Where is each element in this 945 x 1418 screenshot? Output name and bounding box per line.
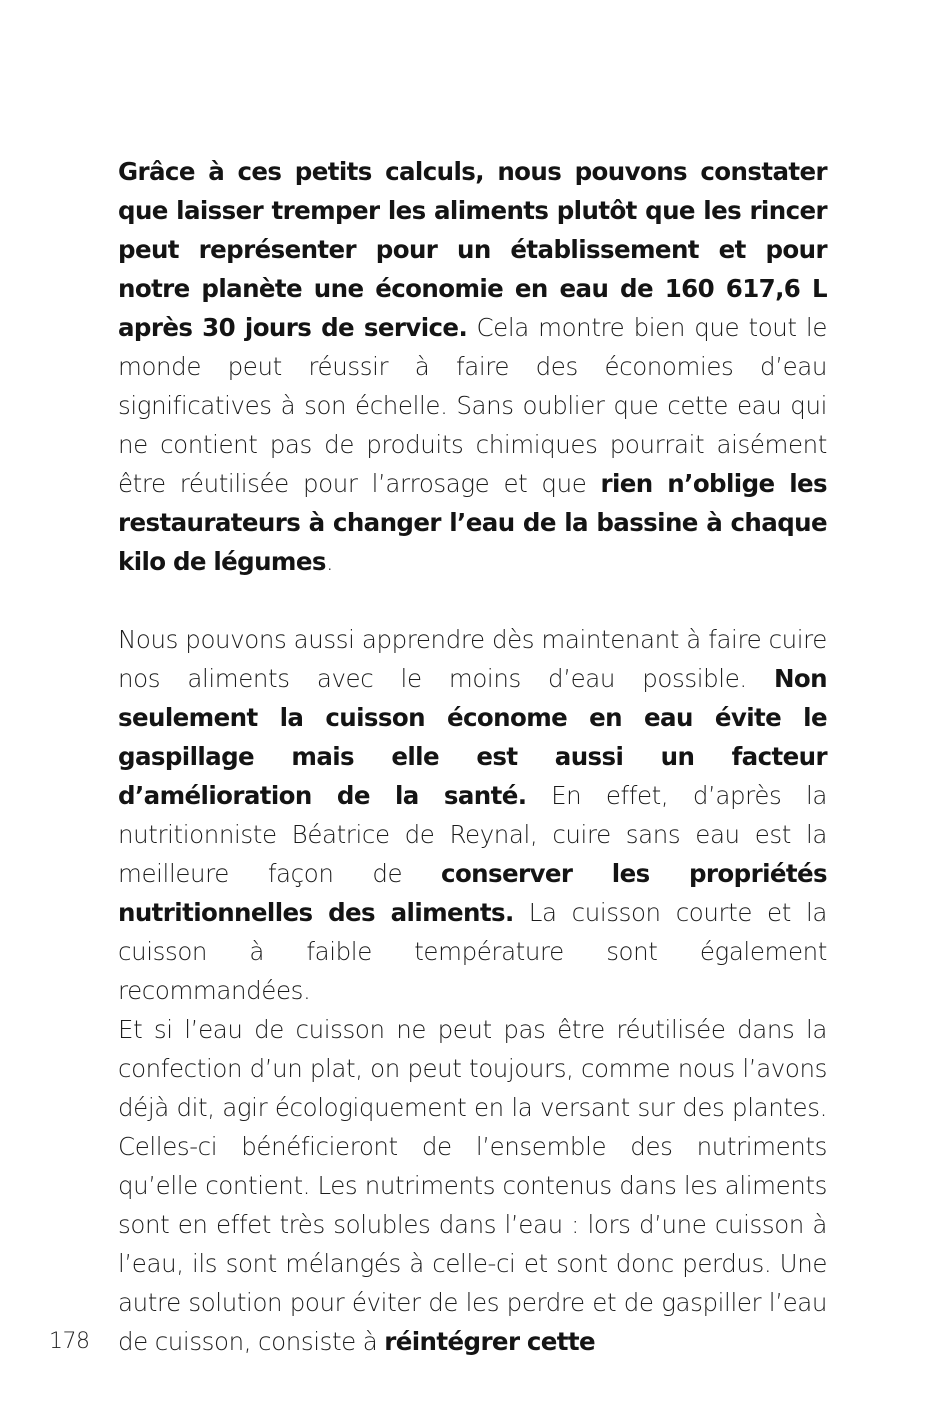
paragraph-3: [118, 1010, 827, 1361]
body-text: Cela montre bien que tout le monde peut réussir à faire des économies d’eau significatives à son échelle. Sans oublier que cette eau qui ne contient pas de produits chimiques pourrait aisément être réutilisée pour l’arrosage et que: [118, 313, 827, 498]
paragraph-2: [118, 620, 827, 1010]
page-number: 178: [49, 1329, 90, 1354]
bold-text: réintégrer cette: [384, 1327, 596, 1356]
bold-text: conserver les propriétés nutritionnelles des aliments.: [118, 859, 827, 927]
body-text: Nous pouvons aussi apprendre dès maintenant à faire cuire nos aliments avec le moins d’eau possible.: [118, 625, 827, 693]
body-text: .: [325, 547, 334, 576]
bold-text: Non seulement la cuisson économe en eau évite le gaspillage mais elle est aussi un facteur d’amélioration de la santé.: [118, 664, 827, 810]
bold-text: rien n’oblige les restaurateurs à changer l’eau de la bassine à chaque kilo de légumes: [118, 469, 827, 576]
body-text: En effet, d’après la nutritionniste Béatrice de Reynal, cuire sans eau est la meilleure façon de: [118, 781, 827, 888]
page-body: [118, 152, 827, 1361]
body-text: La cuisson courte et la cuisson à faible température sont également recommandées.: [118, 898, 827, 1005]
bold-text: Grâce à ces petits calculs, nous pouvons constater que laisser tremper les aliments plutôt que les rincer peut représenter pour un établissement et pour notre planète une économie en eau de 160 617,6 L après 30 jours de service.: [118, 157, 827, 342]
body-text: Et si l’eau de cuisson ne peut pas être réutilisée dans la confection d’un plat, on peut toujours, comme nous l’avons déjà dit, agir écologiquement en la versant sur des plantes. Celles-ci bénéficieront de l’ensemble des nutriments qu’elle contient. Les nutriments contenus dans les aliments sont en effet très solubles dans l’eau : lors d’une cuisson à l’eau, ils sont mélangés à celle-ci et sont donc perdus. Une autre solution pour éviter de les perdre et de gaspiller l’eau de cuisson, consiste à: [118, 1015, 827, 1356]
paragraph-1: [118, 152, 827, 581]
